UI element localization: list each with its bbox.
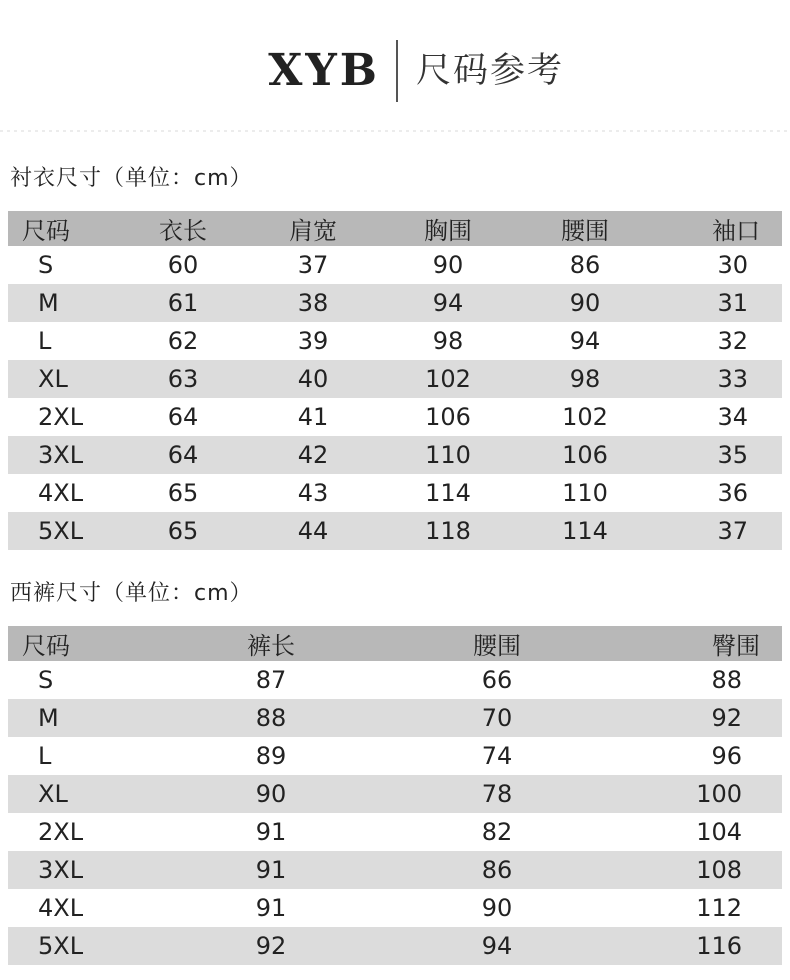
measurement-cell: 34 [717,403,748,431]
column-header: 袖口 [652,211,782,246]
column-header: 肩宽 [248,211,378,246]
table-row [8,436,782,474]
measurement-cell: 92 [610,699,782,737]
shirt-size-table [8,211,782,550]
page-title: 尺码参考 [416,51,565,91]
measurement-cell: 89 [255,742,287,770]
measurement-cell: 114 [518,512,652,550]
table-row [8,889,782,927]
table-row [8,284,782,322]
table-row [8,474,782,512]
measurement-cell: 118 [378,512,518,550]
measurement-cell: 92 [158,927,384,965]
measurement-cell: 78 [384,775,610,813]
size-label-cell: S [38,251,54,279]
measurement-cell: 98 [432,327,464,355]
size-label-cell: 4XL [38,479,84,507]
table-row [8,927,782,965]
measurement-cell: 33 [652,360,782,398]
measurement-cell: 88 [711,666,742,694]
measurement-cell: 61 [118,284,248,322]
measurement-cell: 87 [255,666,287,694]
size-label-cell: 5XL [8,927,158,965]
measurement-cell: 108 [610,851,782,889]
size-label-cell: 3XL [8,436,118,474]
table-row [8,246,782,284]
measurement-cell: 98 [518,360,652,398]
measurement-cell: 37 [652,512,782,550]
measurement-cell: 90 [158,775,384,813]
measurement-cell: 110 [378,436,518,474]
measurement-cell: 74 [481,742,513,770]
measurement-cell: 30 [717,251,748,279]
table-row [8,512,782,550]
measurement-cell: 94 [569,327,601,355]
column-header: 尺码 [8,211,118,246]
size-label-cell: XL [8,775,158,813]
column-header: 衣长 [118,211,248,246]
measurement-cell: 60 [167,251,199,279]
measurement-cell: 94 [384,927,610,965]
measurement-cell: 66 [481,666,513,694]
measurement-cell: 114 [425,479,471,507]
shirt-section-title: 衬衣尺寸（单位：cm） [10,166,253,191]
size-label-cell: 4XL [38,894,84,922]
measurement-cell: 35 [652,436,782,474]
measurement-cell: 104 [696,818,742,846]
table-row [8,775,782,813]
measurement-cell: 86 [384,851,610,889]
brand-logo: XYB [268,45,380,96]
measurement-cell: 82 [481,818,513,846]
column-header: 腰围 [518,211,652,246]
size-label-cell: 3XL [8,851,158,889]
measurement-cell: 63 [118,360,248,398]
measurement-cell: 102 [378,360,518,398]
measurement-cell: 90 [481,894,513,922]
measurement-cell: 100 [610,775,782,813]
measurement-cell: 65 [167,479,199,507]
header-divider [396,40,398,102]
measurement-cell: 40 [248,360,378,398]
pants-section-title: 西裤尺寸（单位：cm） [10,581,253,606]
table-row [8,813,782,851]
size-label-cell: L [38,327,52,355]
measurement-cell: 88 [158,699,384,737]
measurement-cell: 44 [248,512,378,550]
measurement-cell: 38 [248,284,378,322]
size-label-cell: S [38,666,54,694]
column-header: 腰围 [384,626,610,661]
size-label-cell: M [8,284,118,322]
dotted-separator [0,130,790,132]
measurement-cell: 41 [297,403,329,431]
table-header-row [8,211,782,246]
measurement-cell: 106 [425,403,471,431]
size-label-cell: L [38,742,52,770]
measurement-cell: 43 [297,479,329,507]
measurement-cell: 32 [717,327,748,355]
measurement-cell: 90 [518,284,652,322]
measurement-cell: 37 [297,251,329,279]
measurement-cell: 36 [717,479,748,507]
measurement-cell: 62 [167,327,199,355]
measurement-cell: 39 [297,327,329,355]
pants-size-table [8,626,782,965]
measurement-cell: 70 [384,699,610,737]
size-label-cell: 5XL [8,512,118,550]
table-row [8,851,782,889]
measurement-cell: 64 [167,403,199,431]
measurement-cell: 91 [255,818,287,846]
measurement-cell: 86 [569,251,601,279]
size-label-cell: 2XL [38,403,84,431]
column-header: 臀围 [610,626,782,661]
size-label-cell: M [8,699,158,737]
measurement-cell: 102 [562,403,608,431]
column-header: 尺码 [8,626,158,661]
table-row [8,699,782,737]
measurement-cell: 31 [652,284,782,322]
table-row [8,360,782,398]
table-row [8,661,782,699]
table-row [8,398,782,436]
page-header [0,40,790,102]
size-label-cell: XL [8,360,118,398]
measurement-cell: 91 [158,851,384,889]
table-header-row [8,626,782,661]
measurement-cell: 96 [711,742,742,770]
column-header: 胸围 [378,211,518,246]
measurement-cell: 65 [118,512,248,550]
measurement-cell: 90 [432,251,464,279]
size-label-cell: 2XL [38,818,84,846]
measurement-cell: 42 [248,436,378,474]
measurement-cell: 112 [696,894,742,922]
table-row [8,322,782,360]
measurement-cell: 94 [378,284,518,322]
table-row [8,737,782,775]
column-header: 裤长 [158,626,384,661]
measurement-cell: 64 [118,436,248,474]
measurement-cell: 106 [518,436,652,474]
measurement-cell: 91 [255,894,287,922]
measurement-cell: 116 [610,927,782,965]
measurement-cell: 110 [562,479,608,507]
